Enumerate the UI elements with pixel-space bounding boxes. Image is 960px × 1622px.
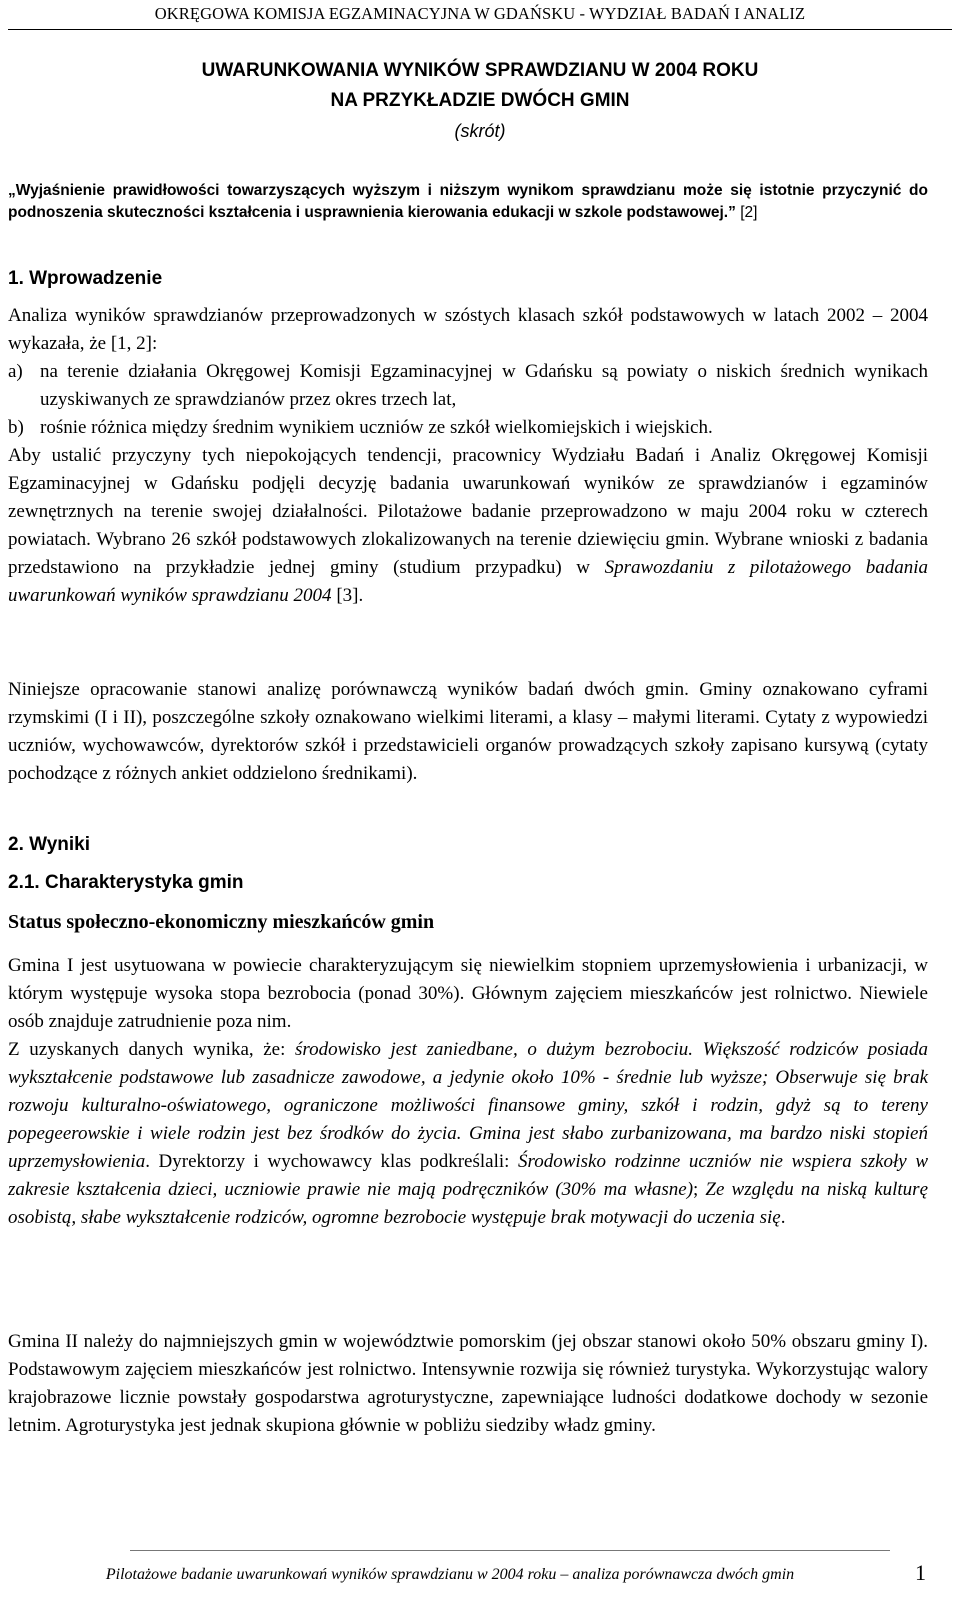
data-intro: Z uzyskanych danych wynika, że: (8, 1039, 286, 1060)
lead-ref: [2] (740, 204, 758, 221)
intro-paragraph: Analiza wyników sprawdzianów przeprowadzonych w szóstych klasach szkół podstawowych w latach 2002 – 2004 wykazała, że [1, 2]: (8, 305, 928, 354)
data-end: . (780, 1207, 786, 1228)
quote-2: Środowisko rodzinne uczniów nie wspiera szkoły w zakresie kształcenia dzieci, uczniowie prawie nie mają podręczników (30% ma własne) (8, 1151, 928, 1200)
title-line-1: UWARUNKOWANIA WYNIKÓW SPRAWDZIANU W 2004 ROKU (201, 60, 759, 81)
status-heading: Status społeczno-ekonomiczny mieszkańców gmin (8, 911, 435, 933)
header-rule (8, 29, 952, 30)
quote-3: Ze względu na niską kulturę osobistą, słabe wykształcenie rodziców, ogromne bezrobocie występuje brak motywacji do uczenia się (8, 1179, 929, 1228)
intro-block (8, 302, 928, 610)
running-footer: Pilotażowe badanie uwarunkowań wyników sprawdzianu w 2004 roku – analiza porównawcza dwóch gmin (105, 1566, 795, 1583)
report-title: Sprawozdaniu z pilotażowego badania uwarunkowań wyników sprawdzianu 2004 (8, 557, 929, 606)
list-item-text: na terenie działania Okręgowej Komisji Egzaminacyjnej w Gdańsku są powiaty o niskich średnich wynikach uzyskiwanych ze sprawdzianów przez okres trzech lat, (40, 361, 928, 410)
data-sep: ; (693, 1179, 699, 1200)
running-header: OKRĘGOWA KOMISJA EGZAMINACYJNA W GDAŃSKU - WYDZIAŁ BADAŃ I ANALIZ (154, 4, 806, 23)
findings-list (8, 358, 928, 442)
lead-quote-text: „Wyjaśnienie prawidłowości towarzyszących wyższym i niższym wynikom sprawdzianu może się istotnie przyczynić do podnoszenia skuteczności kształcenia i usprawnienia kierowania edukacji w szkole podstawowej.” (8, 182, 928, 221)
page-number: 1 (915, 1560, 926, 1585)
list-item (8, 358, 928, 414)
paragraph-2 (8, 442, 928, 610)
section-2-1-heading: 2.1. Charakterystyka gmin (8, 872, 244, 893)
quote-1: środowisko jest zaniedbane, o dużym bezrobociu. Większość rodziców posiada wykształcenie podstawowe lub zasadnicze zawodowe, a jedynie około 10% - średnie lub wyższe; Obserwuje się brak rozwoju kulturalno-oświatowego, ograniczone możliwości finansowe gminy, szkół i rodzin, gdyż są to tereny popegeerowskie i wiele rodzin jest bez środków do życia. Gmina jest słabo zurbanizowana, ma bardzo niski stopień uprzemysłowienia (8, 1039, 929, 1172)
paragraph-2-end: [3]. (336, 585, 364, 606)
paragraph-3: Niniejsze opracowanie stanowi analizę porównawczą wyników badań dwóch gmin. Gminy oznakowano cyframi rzymskimi (I i II), poszczególne szkoły oznakowano wielkimi literami, a klasy – małymi literami. Cytaty z wypowiedzi uczniów, wychowawców, dyrektorów szkół i przedstawicieli organów prowadzących szkoły zapisano kursywą (cytaty pochodzące z różnych ankiet oddzielono średnikami). (8, 679, 928, 784)
title-line-2: NA PRZYKŁADZIE DWÓCH GMIN (330, 90, 630, 111)
lead-quote (8, 180, 928, 224)
section-2-heading: 2. Wyniki (8, 834, 91, 855)
gmina-1-paragraph: Gmina I jest usytuowana w powiecie charakteryzującym się niewielkim stopniem uprzemysłowienia i urbanizacji, w którym występuje wysoka stopa bezrobocia (ponad 30%). Głównym zajęciem mieszkańców jest rolnictwo. Niewiele osób znajduje zatrudnienie poza nim. (8, 955, 928, 1032)
list-marker: b) (8, 417, 24, 438)
gmina-1-block (8, 952, 928, 1232)
list-item (8, 414, 928, 442)
subtitle: (skrót) (454, 121, 506, 141)
list-marker: a) (8, 361, 23, 382)
section-1-heading: 1. Wprowadzenie (8, 268, 163, 289)
list-item-text: rośnie różnica między średnim wynikiem uczniów ze szkół wielkomiejskich i wiejskich. (40, 417, 713, 438)
data-paragraph (8, 1036, 928, 1232)
paragraph-2-text: Aby ustalić przyczyny tych niepokojących tendencji, pracownicy Wydziału Badań i Analiz Okręgowej Komisji Egzaminacyjnej w Gdańsku podjęli decyzję badania uwarunkowań wyników ze sprawdzianów i egzaminów zewnętrznych na terenie swojej działalności. Pilotażowe badanie przeprowadzono w maju 2004 roku w czterech powiatach. Wybrano 26 szkół podstawowych zlokalizowanych na terenie dziewięciu gmin. Wybrane wnioski z badania przedstawiono na przykładzie jednej gminy (studium przypadku) w (8, 445, 928, 578)
data-mid: . Dyrektorzy i wychowawcy klas podkreślali: (145, 1151, 510, 1172)
gmina-2-paragraph: Gmina II należy do najmniejszych gmin w województwie pomorskim (jej obszar stanowi około 50% obszaru gminy I). Podstawowym zajęciem mieszkańców jest rolnictwo. Intensywnie rozwija się również turystyka. Wykorzystując walory krajobrazowe licznie powstały gospodarstwa agroturystyczne, zapewniające ludności dodatkowe dochody w sezonie letnim. Agroturystyka jest jednak skupiona głównie w pobliżu siedziby władz gminy. (8, 1331, 928, 1436)
footer-rule (130, 1550, 890, 1551)
